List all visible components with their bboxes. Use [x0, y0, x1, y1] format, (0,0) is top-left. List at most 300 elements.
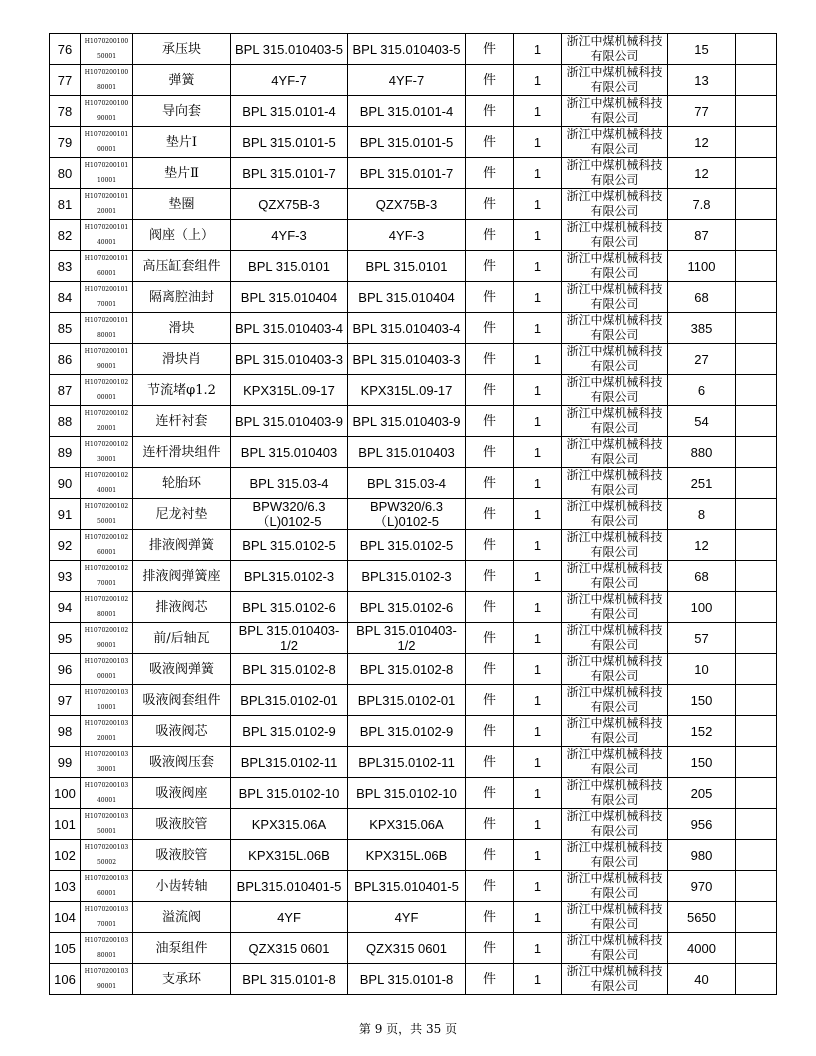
material-code-cell: H107020010370001: [81, 902, 133, 933]
unit-cell: 件: [466, 34, 514, 65]
manufacturer-cell: 浙江中煤机械科技有限公司: [562, 468, 668, 499]
manufacturer-cell: 浙江中煤机械科技有限公司: [562, 871, 668, 902]
manufacturer-cell: 浙江中煤机械科技有限公司: [562, 530, 668, 561]
remarks-cell: [736, 809, 777, 840]
model-number-cell: QZX75B-3: [348, 189, 466, 220]
drawing-number-cell: BPL 315.0102-8: [231, 654, 348, 685]
unit-cell: 件: [466, 65, 514, 96]
manufacturer-cell: 浙江中煤机械科技有限公司: [562, 623, 668, 654]
table-row: [50, 716, 777, 747]
drawing-number-cell: BPL 315.010404: [231, 282, 348, 313]
model-number-cell: BPL 315.03-4: [348, 468, 466, 499]
remarks-cell: [736, 964, 777, 995]
manufacturer-cell: 浙江中煤机械科技有限公司: [562, 251, 668, 282]
remarks-cell: [736, 778, 777, 809]
material-code-cell: H107020010100001: [81, 127, 133, 158]
row-number-cell: 106: [50, 964, 81, 995]
part-name-cell: 节流堵φ1.2: [133, 375, 231, 406]
material-code-cell: H107020010170001: [81, 282, 133, 313]
unit-cell: 件: [466, 313, 514, 344]
drawing-number-cell: 4YF: [231, 902, 348, 933]
table-row: [50, 964, 777, 995]
model-number-cell: BPL 315.0102-5: [348, 530, 466, 561]
parts-table-body: [50, 34, 777, 995]
manufacturer-cell: 浙江中煤机械科技有限公司: [562, 282, 668, 313]
remarks-cell: [736, 902, 777, 933]
manufacturer-cell: 浙江中煤机械科技有限公司: [562, 933, 668, 964]
part-name-cell: 排液阀芯: [133, 592, 231, 623]
price-cell: 150: [668, 685, 736, 716]
part-name-cell: 吸液阀套组件: [133, 685, 231, 716]
material-code-cell: H107020010180001: [81, 313, 133, 344]
material-code-cell: H107020010200001: [81, 375, 133, 406]
manufacturer-cell: 浙江中煤机械科技有限公司: [562, 189, 668, 220]
table-row: [50, 871, 777, 902]
part-name-cell: 吸液阀芯: [133, 716, 231, 747]
unit-cell: 件: [466, 251, 514, 282]
model-number-cell: 4YF-3: [348, 220, 466, 251]
price-cell: 6: [668, 375, 736, 406]
unit-cell: 件: [466, 716, 514, 747]
drawing-number-cell: BPW320/6.3（L)0102-5: [231, 499, 348, 530]
material-code-cell: H107020010240001: [81, 468, 133, 499]
manufacturer-cell: 浙江中煤机械科技有限公司: [562, 561, 668, 592]
material-code-cell: H107020010270001: [81, 561, 133, 592]
drawing-number-cell: BPL 315.010403-4: [231, 313, 348, 344]
part-name-cell: 垫片Ⅰ: [133, 127, 231, 158]
table-row: [50, 933, 777, 964]
quantity-cell: 1: [514, 189, 562, 220]
price-cell: 13: [668, 65, 736, 96]
drawing-number-cell: BPL 315.03-4: [231, 468, 348, 499]
manufacturer-cell: 浙江中煤机械科技有限公司: [562, 406, 668, 437]
material-code-cell: H107020010330001: [81, 747, 133, 778]
price-cell: 152: [668, 716, 736, 747]
manufacturer-cell: 浙江中煤机械科技有限公司: [562, 375, 668, 406]
drawing-number-cell: 4YF-3: [231, 220, 348, 251]
row-number-cell: 79: [50, 127, 81, 158]
row-number-cell: 78: [50, 96, 81, 127]
quantity-cell: 1: [514, 158, 562, 189]
table-row: [50, 468, 777, 499]
model-number-cell: BPL 315.0101-4: [348, 96, 466, 127]
unit-cell: 件: [466, 778, 514, 809]
model-number-cell: BPL 315.0102-6: [348, 592, 466, 623]
price-cell: 970: [668, 871, 736, 902]
part-name-cell: 导向套: [133, 96, 231, 127]
part-name-cell: 连杆滑块组件: [133, 437, 231, 468]
manufacturer-cell: 浙江中煤机械科技有限公司: [562, 747, 668, 778]
row-number-cell: 90: [50, 468, 81, 499]
manufacturer-cell: 浙江中煤机械科技有限公司: [562, 158, 668, 189]
part-name-cell: 隔离腔油封: [133, 282, 231, 313]
table-row: [50, 654, 777, 685]
table-row: [50, 840, 777, 871]
table-row: [50, 406, 777, 437]
part-name-cell: 垫圈: [133, 189, 231, 220]
table-row: [50, 96, 777, 127]
quantity-cell: 1: [514, 809, 562, 840]
row-number-cell: 103: [50, 871, 81, 902]
table-row: [50, 592, 777, 623]
model-number-cell: BPL 315.0101: [348, 251, 466, 282]
quantity-cell: 1: [514, 902, 562, 933]
remarks-cell: [736, 716, 777, 747]
part-name-cell: 滑块: [133, 313, 231, 344]
remarks-cell: [736, 561, 777, 592]
price-cell: 5650: [668, 902, 736, 933]
row-number-cell: 101: [50, 809, 81, 840]
quantity-cell: 1: [514, 778, 562, 809]
price-cell: 12: [668, 530, 736, 561]
part-name-cell: 滑块肖: [133, 344, 231, 375]
price-cell: 68: [668, 561, 736, 592]
price-cell: 8: [668, 499, 736, 530]
material-code-cell: H107020010290001: [81, 623, 133, 654]
unit-cell: 件: [466, 747, 514, 778]
row-number-cell: 100: [50, 778, 81, 809]
manufacturer-cell: 浙江中煤机械科技有限公司: [562, 344, 668, 375]
table-row: [50, 561, 777, 592]
unit-cell: 件: [466, 840, 514, 871]
price-cell: 880: [668, 437, 736, 468]
drawing-number-cell: BPL 315.0101: [231, 251, 348, 282]
drawing-number-cell: BPL 315.010403-3: [231, 344, 348, 375]
drawing-number-cell: BPL315.010401-5: [231, 871, 348, 902]
drawing-number-cell: KPX315L.09-17: [231, 375, 348, 406]
price-cell: 40: [668, 964, 736, 995]
table-row: [50, 530, 777, 561]
material-code-cell: H107020010140001: [81, 220, 133, 251]
unit-cell: 件: [466, 189, 514, 220]
quantity-cell: 1: [514, 220, 562, 251]
row-number-cell: 85: [50, 313, 81, 344]
material-code-cell: H107020010220001: [81, 406, 133, 437]
drawing-number-cell: BPL315.0102-3: [231, 561, 348, 592]
price-cell: 27: [668, 344, 736, 375]
material-code-cell: H107020010110001: [81, 158, 133, 189]
model-number-cell: BPL 315.0101-5: [348, 127, 466, 158]
material-code-cell: H107020010320001: [81, 716, 133, 747]
remarks-cell: [736, 127, 777, 158]
remarks-cell: [736, 623, 777, 654]
model-number-cell: KPX315L.09-17: [348, 375, 466, 406]
drawing-number-cell: 4YF-7: [231, 65, 348, 96]
model-number-cell: BPL315.0102-11: [348, 747, 466, 778]
part-name-cell: 支承环: [133, 964, 231, 995]
part-name-cell: 油泵组件: [133, 933, 231, 964]
row-number-cell: 105: [50, 933, 81, 964]
part-name-cell: 吸液阀压套: [133, 747, 231, 778]
drawing-number-cell: BPL 315.0102-6: [231, 592, 348, 623]
remarks-cell: [736, 499, 777, 530]
unit-cell: 件: [466, 623, 514, 654]
quantity-cell: 1: [514, 592, 562, 623]
price-cell: 150: [668, 747, 736, 778]
material-code-cell: H107020010310001: [81, 685, 133, 716]
drawing-number-cell: QZX75B-3: [231, 189, 348, 220]
manufacturer-cell: 浙江中煤机械科技有限公司: [562, 34, 668, 65]
table-row: [50, 809, 777, 840]
unit-cell: 件: [466, 592, 514, 623]
row-number-cell: 80: [50, 158, 81, 189]
model-number-cell: BPL 315.010403: [348, 437, 466, 468]
table-row: [50, 499, 777, 530]
model-number-cell: 4YF-7: [348, 65, 466, 96]
material-code-cell: H107020010280001: [81, 592, 133, 623]
price-cell: 68: [668, 282, 736, 313]
table-row: [50, 623, 777, 654]
row-number-cell: 96: [50, 654, 81, 685]
price-cell: 87: [668, 220, 736, 251]
drawing-number-cell: KPX315L.06B: [231, 840, 348, 871]
row-number-cell: 89: [50, 437, 81, 468]
table-row: [50, 127, 777, 158]
manufacturer-cell: 浙江中煤机械科技有限公司: [562, 685, 668, 716]
manufacturer-cell: 浙江中煤机械科技有限公司: [562, 65, 668, 96]
model-number-cell: BPL 315.010404: [348, 282, 466, 313]
part-name-cell: 溢流阀: [133, 902, 231, 933]
price-cell: 10: [668, 654, 736, 685]
manufacturer-cell: 浙江中煤机械科技有限公司: [562, 127, 668, 158]
drawing-number-cell: QZX315 0601: [231, 933, 348, 964]
row-number-cell: 93: [50, 561, 81, 592]
model-number-cell: BPL 315.0102-8: [348, 654, 466, 685]
quantity-cell: 1: [514, 34, 562, 65]
material-code-cell: H107020010340001: [81, 778, 133, 809]
price-cell: 54: [668, 406, 736, 437]
row-number-cell: 99: [50, 747, 81, 778]
manufacturer-cell: 浙江中煤机械科技有限公司: [562, 96, 668, 127]
unit-cell: 件: [466, 654, 514, 685]
quantity-cell: 1: [514, 561, 562, 592]
quantity-cell: 1: [514, 654, 562, 685]
drawing-number-cell: BPL315.0102-11: [231, 747, 348, 778]
unit-cell: 件: [466, 685, 514, 716]
row-number-cell: 81: [50, 189, 81, 220]
drawing-number-cell: BPL 315.010403-5: [231, 34, 348, 65]
table-row: [50, 344, 777, 375]
row-number-cell: 91: [50, 499, 81, 530]
quantity-cell: 1: [514, 716, 562, 747]
unit-cell: 件: [466, 158, 514, 189]
quantity-cell: 1: [514, 623, 562, 654]
remarks-cell: [736, 65, 777, 96]
remarks-cell: [736, 282, 777, 313]
model-number-cell: BPW320/6.3（L)0102-5: [348, 499, 466, 530]
row-number-cell: 77: [50, 65, 81, 96]
parts-table: [49, 33, 777, 995]
drawing-number-cell: BPL 315.010403-1/2: [231, 623, 348, 654]
manufacturer-cell: 浙江中煤机械科技有限公司: [562, 716, 668, 747]
manufacturer-cell: 浙江中煤机械科技有限公司: [562, 654, 668, 685]
price-cell: 12: [668, 158, 736, 189]
unit-cell: 件: [466, 933, 514, 964]
model-number-cell: QZX315 0601: [348, 933, 466, 964]
material-code-cell: H107020010360001: [81, 871, 133, 902]
remarks-cell: [736, 468, 777, 499]
model-number-cell: KPX315.06A: [348, 809, 466, 840]
model-number-cell: BPL 315.0102-10: [348, 778, 466, 809]
page-footer: 第 9 页，共 35 页: [358, 1022, 458, 1036]
manufacturer-cell: 浙江中煤机械科技有限公司: [562, 437, 668, 468]
manufacturer-cell: 浙江中煤机械科技有限公司: [562, 964, 668, 995]
table-row: [50, 747, 777, 778]
quantity-cell: 1: [514, 933, 562, 964]
table-row: [50, 313, 777, 344]
table-row: [50, 375, 777, 406]
manufacturer-cell: 浙江中煤机械科技有限公司: [562, 499, 668, 530]
drawing-number-cell: BPL 315.0101-4: [231, 96, 348, 127]
material-code-cell: H107020010250001: [81, 499, 133, 530]
price-cell: 385: [668, 313, 736, 344]
price-cell: 100: [668, 592, 736, 623]
model-number-cell: BPL315.010401-5: [348, 871, 466, 902]
price-cell: 77: [668, 96, 736, 127]
material-code-cell: H107020010350001: [81, 809, 133, 840]
quantity-cell: 1: [514, 530, 562, 561]
row-number-cell: 83: [50, 251, 81, 282]
price-cell: 980: [668, 840, 736, 871]
unit-cell: 件: [466, 561, 514, 592]
unit-cell: 件: [466, 127, 514, 158]
table-row: [50, 220, 777, 251]
table-row: [50, 902, 777, 933]
remarks-cell: [736, 747, 777, 778]
drawing-number-cell: BPL 315.0101-7: [231, 158, 348, 189]
row-number-cell: 102: [50, 840, 81, 871]
quantity-cell: 1: [514, 251, 562, 282]
quantity-cell: 1: [514, 840, 562, 871]
drawing-number-cell: BPL 315.0102-9: [231, 716, 348, 747]
quantity-cell: 1: [514, 127, 562, 158]
manufacturer-cell: 浙江中煤机械科技有限公司: [562, 313, 668, 344]
unit-cell: 件: [466, 468, 514, 499]
quantity-cell: 1: [514, 313, 562, 344]
price-cell: 57: [668, 623, 736, 654]
remarks-cell: [736, 530, 777, 561]
material-code-cell: H107020010080001: [81, 65, 133, 96]
table-row: [50, 282, 777, 313]
material-code-cell: H107020010390001: [81, 964, 133, 995]
price-cell: 15: [668, 34, 736, 65]
table-row: [50, 437, 777, 468]
manufacturer-cell: 浙江中煤机械科技有限公司: [562, 778, 668, 809]
unit-cell: 件: [466, 220, 514, 251]
row-number-cell: 76: [50, 34, 81, 65]
part-name-cell: 排液阀弹簧座: [133, 561, 231, 592]
quantity-cell: 1: [514, 685, 562, 716]
material-code-cell: H107020010260001: [81, 530, 133, 561]
unit-cell: 件: [466, 437, 514, 468]
unit-cell: 件: [466, 344, 514, 375]
table-row: [50, 65, 777, 96]
table-row: [50, 34, 777, 65]
unit-cell: 件: [466, 871, 514, 902]
price-cell: 12: [668, 127, 736, 158]
part-name-cell: 前/后轴瓦: [133, 623, 231, 654]
quantity-cell: 1: [514, 871, 562, 902]
model-number-cell: BPL 315.0101-7: [348, 158, 466, 189]
quantity-cell: 1: [514, 406, 562, 437]
unit-cell: 件: [466, 809, 514, 840]
quantity-cell: 1: [514, 964, 562, 995]
remarks-cell: [736, 437, 777, 468]
remarks-cell: [736, 313, 777, 344]
row-number-cell: 87: [50, 375, 81, 406]
table-row: [50, 778, 777, 809]
drawing-number-cell: BPL 315.0101-5: [231, 127, 348, 158]
row-number-cell: 84: [50, 282, 81, 313]
part-name-cell: 轮胎环: [133, 468, 231, 499]
quantity-cell: 1: [514, 468, 562, 499]
unit-cell: 件: [466, 375, 514, 406]
row-number-cell: 86: [50, 344, 81, 375]
material-code-cell: H107020010380001: [81, 933, 133, 964]
price-cell: 251: [668, 468, 736, 499]
drawing-number-cell: KPX315.06A: [231, 809, 348, 840]
remarks-cell: [736, 158, 777, 189]
material-code-cell: H107020010120001: [81, 189, 133, 220]
material-code-cell: H107020010160001: [81, 251, 133, 282]
drawing-number-cell: BPL 315.0102-5: [231, 530, 348, 561]
remarks-cell: [736, 344, 777, 375]
material-code-cell: H107020010230001: [81, 437, 133, 468]
drawing-number-cell: BPL 315.010403: [231, 437, 348, 468]
model-number-cell: KPX315L.06B: [348, 840, 466, 871]
table-row: [50, 251, 777, 282]
model-number-cell: BPL 315.010403-3: [348, 344, 466, 375]
remarks-cell: [736, 251, 777, 282]
row-number-cell: 88: [50, 406, 81, 437]
manufacturer-cell: 浙江中煤机械科技有限公司: [562, 220, 668, 251]
material-code-cell: H107020010090001: [81, 96, 133, 127]
price-cell: 205: [668, 778, 736, 809]
manufacturer-cell: 浙江中煤机械科技有限公司: [562, 809, 668, 840]
table-row: [50, 685, 777, 716]
unit-cell: 件: [466, 530, 514, 561]
material-code-cell: H107020010050001: [81, 34, 133, 65]
quantity-cell: 1: [514, 375, 562, 406]
remarks-cell: [736, 406, 777, 437]
row-number-cell: 95: [50, 623, 81, 654]
quantity-cell: 1: [514, 282, 562, 313]
part-name-cell: 连杆衬套: [133, 406, 231, 437]
remarks-cell: [736, 933, 777, 964]
row-number-cell: 94: [50, 592, 81, 623]
remarks-cell: [736, 220, 777, 251]
drawing-number-cell: BPL315.0102-01: [231, 685, 348, 716]
row-number-cell: 82: [50, 220, 81, 251]
unit-cell: 件: [466, 406, 514, 437]
price-cell: 4000: [668, 933, 736, 964]
material-code-cell: H107020010190001: [81, 344, 133, 375]
row-number-cell: 98: [50, 716, 81, 747]
price-cell: 7.8: [668, 189, 736, 220]
model-number-cell: BPL 315.010403-1/2: [348, 623, 466, 654]
part-name-cell: 阀座（上）: [133, 220, 231, 251]
part-name-cell: 吸液胶管: [133, 840, 231, 871]
remarks-cell: [736, 375, 777, 406]
model-number-cell: 4YF: [348, 902, 466, 933]
quantity-cell: 1: [514, 65, 562, 96]
quantity-cell: 1: [514, 96, 562, 127]
price-cell: 1100: [668, 251, 736, 282]
quantity-cell: 1: [514, 344, 562, 375]
material-code-cell: H107020010300001: [81, 654, 133, 685]
model-number-cell: BPL315.0102-3: [348, 561, 466, 592]
remarks-cell: [736, 840, 777, 871]
